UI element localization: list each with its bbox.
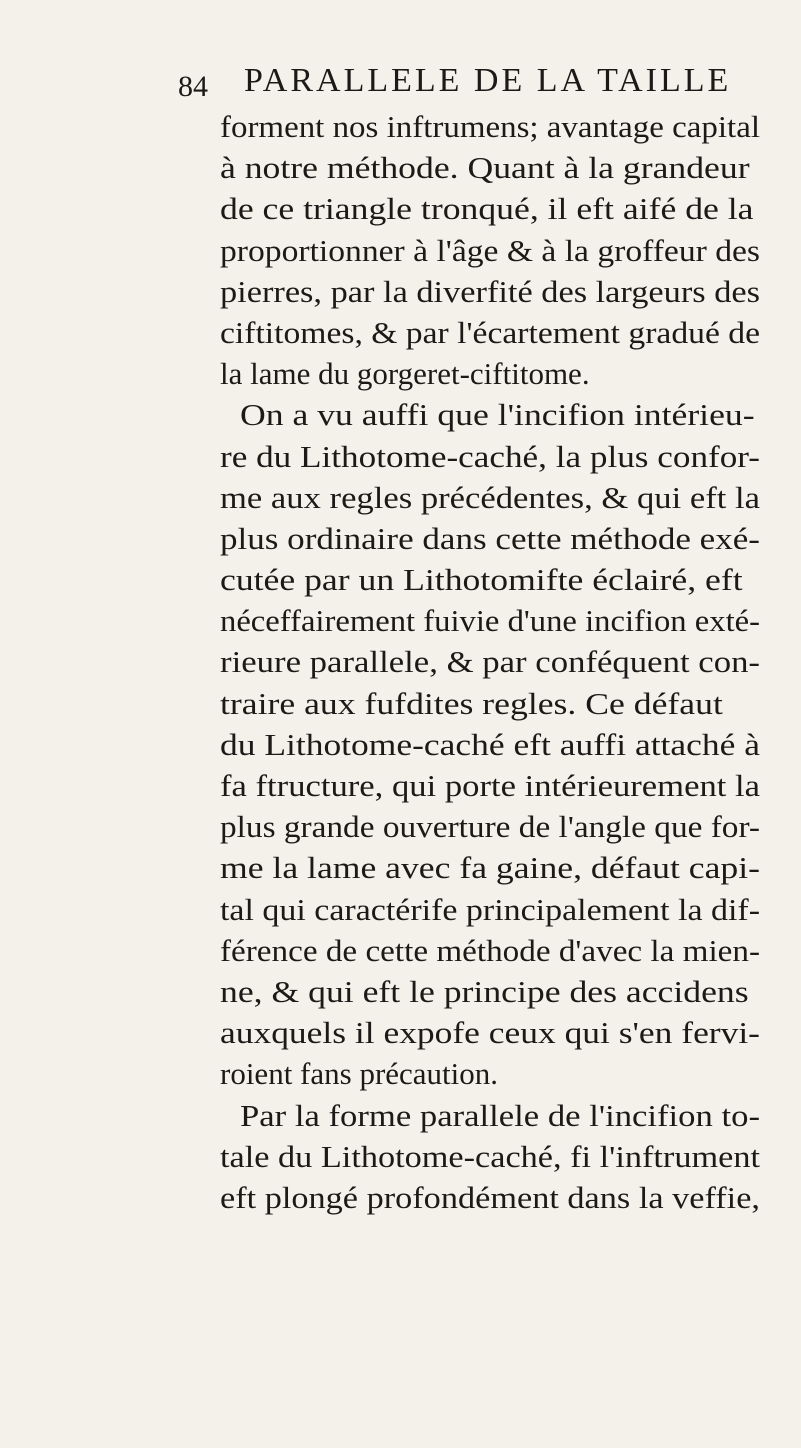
text-line: tale du Lithotome-caché, fi l'inftrument xyxy=(220,1138,760,1174)
text-line: tal qui caractérife principalement la dif- xyxy=(220,891,761,927)
text-line: la lame du gorgeret-ciftitome. xyxy=(220,356,590,392)
text-line: eft plongé profondément dans la veffie, xyxy=(220,1179,760,1215)
text-line: Par la forme parallele de l'incifion to- xyxy=(240,1097,760,1133)
text-line: à notre méthode. Quant à la grandeur xyxy=(220,150,750,186)
body-text xyxy=(220,106,760,1218)
text-line: ciftitomes, & par l'écartement gradué de xyxy=(220,314,761,350)
text-line: férence de cette méthode d'avec la mien- xyxy=(220,932,761,968)
text-line: plus grande ouverture de l'angle que for- xyxy=(220,809,760,845)
running-head: PARALLELE DE LA TAILLE xyxy=(244,62,732,99)
text-line: pierres, par la diverfité des largeurs des xyxy=(220,273,760,309)
text-line: fa ftructure, qui porte intérieurement la xyxy=(220,768,760,803)
text-line: ne, & qui eft le principe des accidens xyxy=(220,973,749,1009)
text-line: me aux regles précédentes, & qui eft la xyxy=(220,479,761,515)
text-line: me la lame avec fa gaine, défaut capi- xyxy=(220,850,760,886)
text-line: forment nos inftrumens; avantage capital xyxy=(220,109,760,144)
text-line: traire aux fufdites regles. Ce défaut xyxy=(220,685,723,721)
text-line: plus ordinaire dans cette méthode exé- xyxy=(220,520,760,556)
page-header xyxy=(178,62,738,110)
text-line: roient fans précaution. xyxy=(220,1056,499,1092)
page-number: 84 xyxy=(178,70,208,103)
text-line: cutée par un Lithotomifte éclairé, eft xyxy=(220,562,743,598)
text-line: du Lithotome-caché eft auffi attaché à xyxy=(220,726,760,762)
text-line: On a vu auffi que l'incifion intérieu- xyxy=(240,397,755,433)
text-line: néceffairement fuivie d'une incifion exté- xyxy=(220,603,761,639)
text-line: re du Lithotome-caché, la plus confor- xyxy=(220,438,761,474)
text-line: rieure parallele, & par conféquent con- xyxy=(220,644,760,680)
text-line: proportionner à l'âge & à la groffeur des xyxy=(220,232,761,268)
text-line: auxquels il expofe ceux qui s'en fervi- xyxy=(220,1015,761,1051)
text-line: de ce triangle tronqué, il eft aifé de la xyxy=(220,191,754,227)
